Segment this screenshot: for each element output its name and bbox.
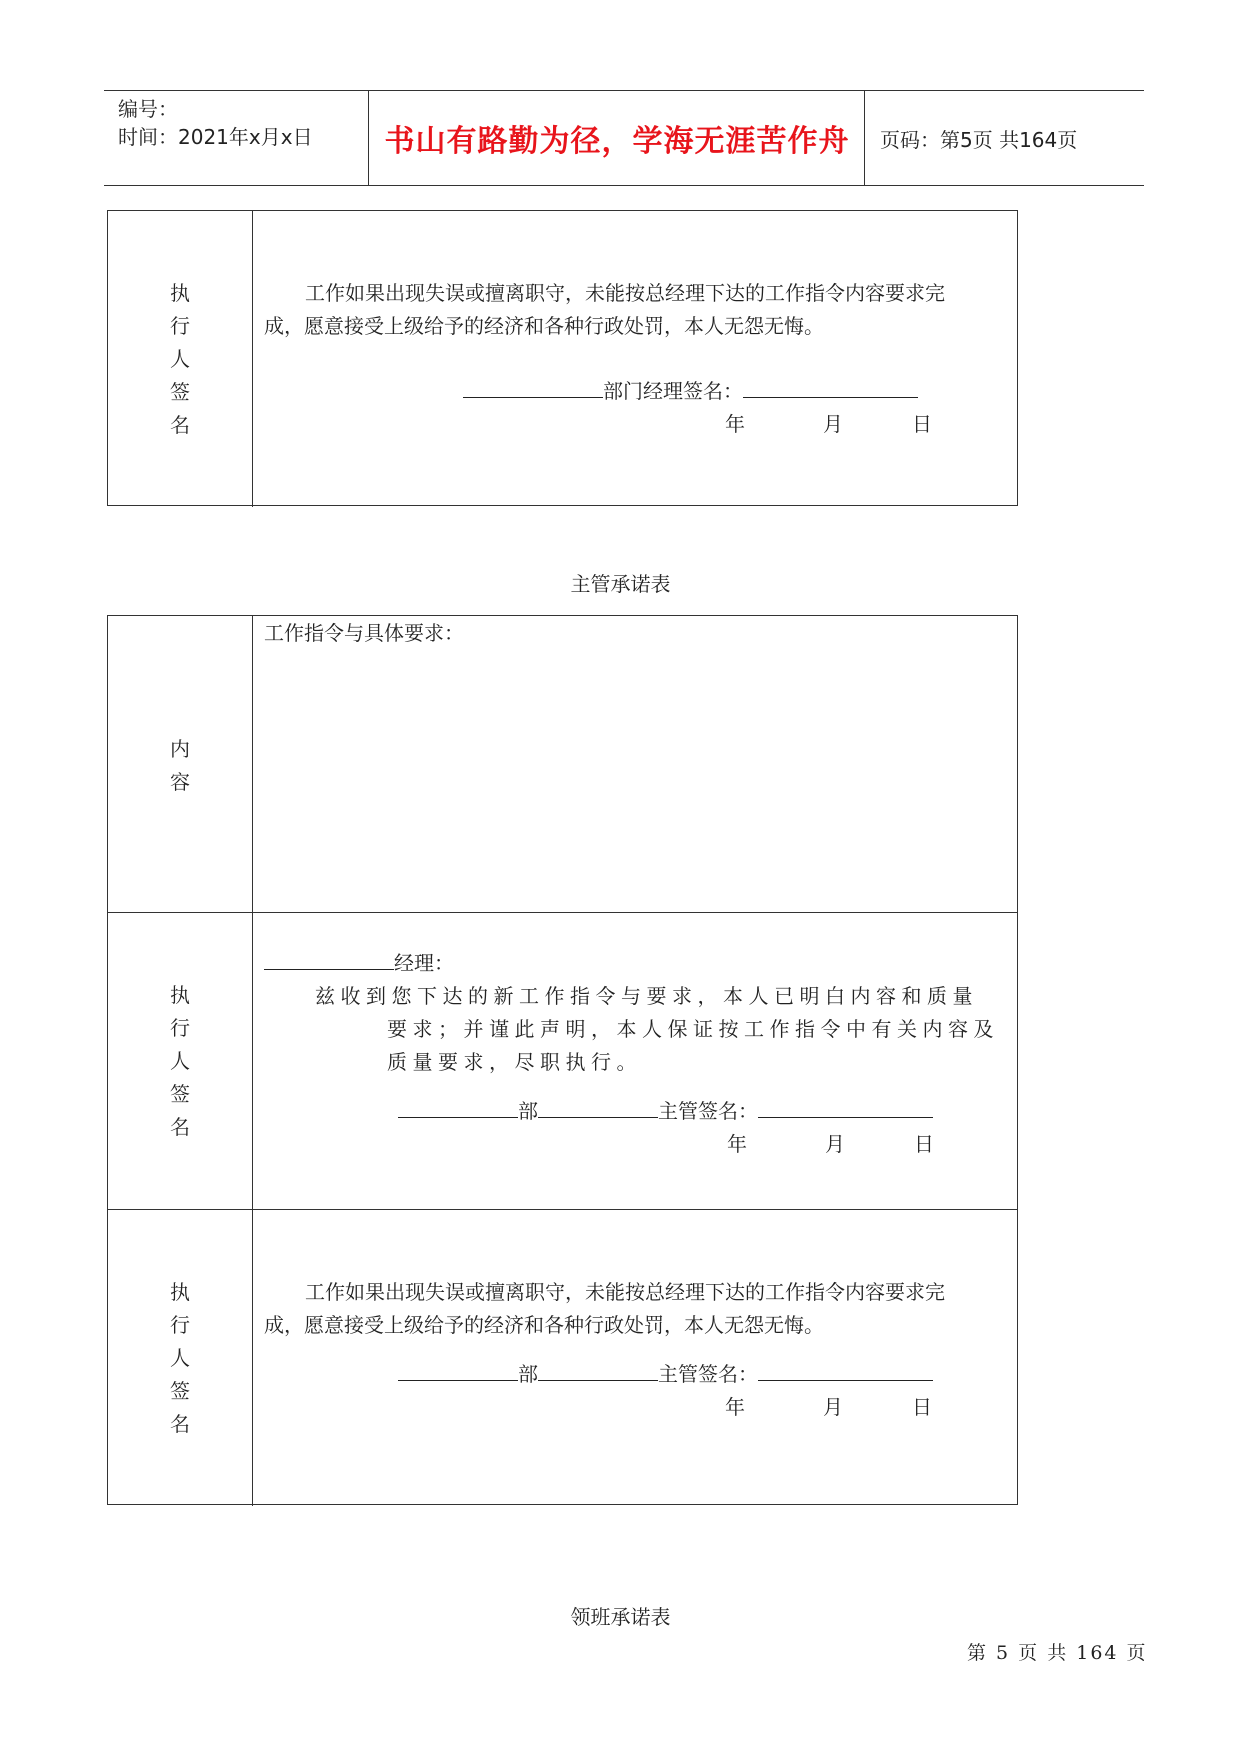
row-content-cell (253, 1210, 1017, 1506)
section-caption: 主管承诺表 (570, 572, 671, 596)
date-year: 年 (725, 1395, 745, 1419)
date-month: 月 (823, 412, 843, 436)
statement-line-1: 兹收到您下达的新工作指令与要求，本人已明白内容和质量 (315, 984, 978, 1008)
row-label-cell (108, 616, 253, 912)
paragraph-line-1: 工作如果出现失误或擅离职守，未能按总经理下达的工作指令内容要求完 (305, 281, 945, 305)
vertical-label: 执 行 人 签 名 (170, 983, 190, 1139)
vertical-label: 执 行 人 签 名 (170, 1280, 190, 1436)
paragraph-line-1: 工作如果出现失误或擅离职守，未能按总经理下达的工作指令内容要求完 (305, 1280, 945, 1304)
statement-line-3: 质量要求，尽职执行。 (387, 1050, 642, 1074)
manager-line: 经理： (264, 947, 454, 980)
date-day: 日 (912, 1395, 932, 1419)
blank-line[interactable] (463, 377, 603, 398)
header-page-cell (866, 91, 1144, 185)
number-label: 编号： (118, 97, 178, 121)
executor-commitment-table (107, 210, 1018, 506)
table-row (108, 913, 1017, 1210)
table-row (108, 211, 1017, 507)
manager-blank[interactable] (264, 949, 394, 970)
row-label-cell (108, 211, 253, 507)
section-caption: 领班承诺表 (570, 1605, 671, 1629)
signature-blank[interactable] (758, 1097, 933, 1118)
signature-line: 部 主管签名： (398, 1358, 933, 1391)
paragraph-line-2: 成，愿意接受上级给予的经济和各种行政处罚，本人无怨无悔。 (264, 1313, 824, 1337)
vertical-label: 执 行 人 签 名 (170, 281, 190, 437)
date-month: 月 (825, 1132, 845, 1156)
time-label: 时间：2021年x月x日 (118, 125, 313, 149)
row-label-cell (108, 1210, 253, 1506)
content-heading: 工作指令与具体要求： (264, 621, 464, 645)
blank-line[interactable] (538, 1360, 658, 1381)
date-day: 日 (912, 412, 932, 436)
blank-line[interactable] (398, 1097, 518, 1118)
date-day: 日 (914, 1132, 934, 1156)
page-footer: 第 5 页 共 164 页 (967, 1642, 1148, 1664)
signature-blank[interactable] (758, 1360, 933, 1381)
statement-line-2: 要求；并谨此声明，本人保证按工作指令中有关内容及 (387, 1017, 999, 1041)
date-year: 年 (727, 1132, 747, 1156)
vertical-label: 内 容 (170, 737, 190, 794)
blank-line[interactable] (538, 1097, 658, 1118)
row-content-cell (253, 913, 1017, 1209)
header-motto-cell (370, 91, 865, 185)
motto-text: 书山有路勤为径，学海无涯苦作舟 (384, 124, 850, 159)
page-info: 页码：第5页 共164页 (880, 127, 1078, 152)
paragraph-line-2: 成，愿意接受上级给予的经济和各种行政处罚，本人无怨无悔。 (264, 314, 824, 338)
header-meta-cell (104, 91, 369, 185)
signature-blank[interactable] (743, 377, 918, 398)
row-content-cell (253, 616, 1017, 912)
supervisor-commitment-table (107, 615, 1018, 1505)
table-row (108, 616, 1017, 913)
signature-line: 部门经理签名： (463, 375, 918, 408)
blank-line[interactable] (398, 1360, 518, 1381)
signature-line: 部 主管签名： (398, 1095, 933, 1128)
row-content-cell (253, 211, 1017, 507)
page-header (104, 90, 1144, 186)
date-month: 月 (823, 1395, 843, 1419)
table-row (108, 1210, 1017, 1506)
row-label-cell (108, 913, 253, 1209)
date-year: 年 (725, 412, 745, 436)
